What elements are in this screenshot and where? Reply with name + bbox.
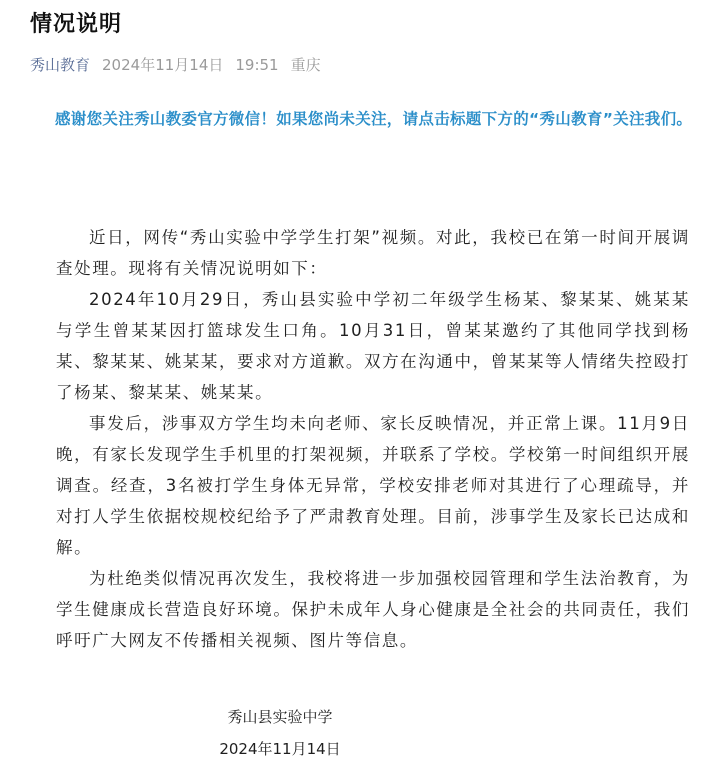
publish-location: 重庆 xyxy=(290,56,321,74)
account-name-link[interactable]: 秀山教育 xyxy=(30,56,91,74)
signature-date: 2024年11月14日 xyxy=(219,740,341,758)
paragraph-handling: 事发后，涉事双方学生均未向老师、家长反映情况，并正常上课。11月9日晚，有家长发现学生手机里的打架视频，并联系了学校。学校第一时间组织开展调查。经查，3名被打学生身体无异常，学校安排老师对其进行了心理疏导，并对打人学生依据校规校纪给予了严肃教育处理。目前，涉事学生及家长已达成和解。 xyxy=(56,414,690,557)
publish-time: 19:51 xyxy=(235,56,279,74)
follow-notice: 感谢您关注秀山教委官方微信！如果您尚未关注，请点击标题下方的“秀山教育”关注我们。 xyxy=(55,110,693,128)
article-body xyxy=(56,222,690,656)
paragraph-intro: 近日，网传“秀山实验中学学生打架”视频。对此，我校已在第一时间开展调查处理。现将有关情况说明如下： xyxy=(56,228,690,278)
article-meta xyxy=(30,54,321,76)
paragraph-incident: 2024年10月29日，秀山县实验中学初二年级学生杨某、黎某某、姚某某与学生曾某某因打篮球发生口角。10月31日，曾某某邀约了其他同学找到杨某、黎某某、姚某某，要求对方道歉。双方在沟通中，曾某某等人情绪失控殴打了杨某、黎某某、姚某某。 xyxy=(56,290,690,402)
paragraph-appeal: 为杜绝类似情况再次发生，我校将进一步加强校园管理和学生法治教育，为学生健康成长营造良好环境。保护未成年人身心健康是全社会的共同责任，我们呼吁广大网友不传播相关视频、图片等信息。 xyxy=(56,569,690,650)
publish-date: 2024年11月14日 xyxy=(102,56,224,74)
signature-school: 秀山县实验中学 xyxy=(227,708,333,726)
article-title: 情况说明 xyxy=(30,12,123,37)
